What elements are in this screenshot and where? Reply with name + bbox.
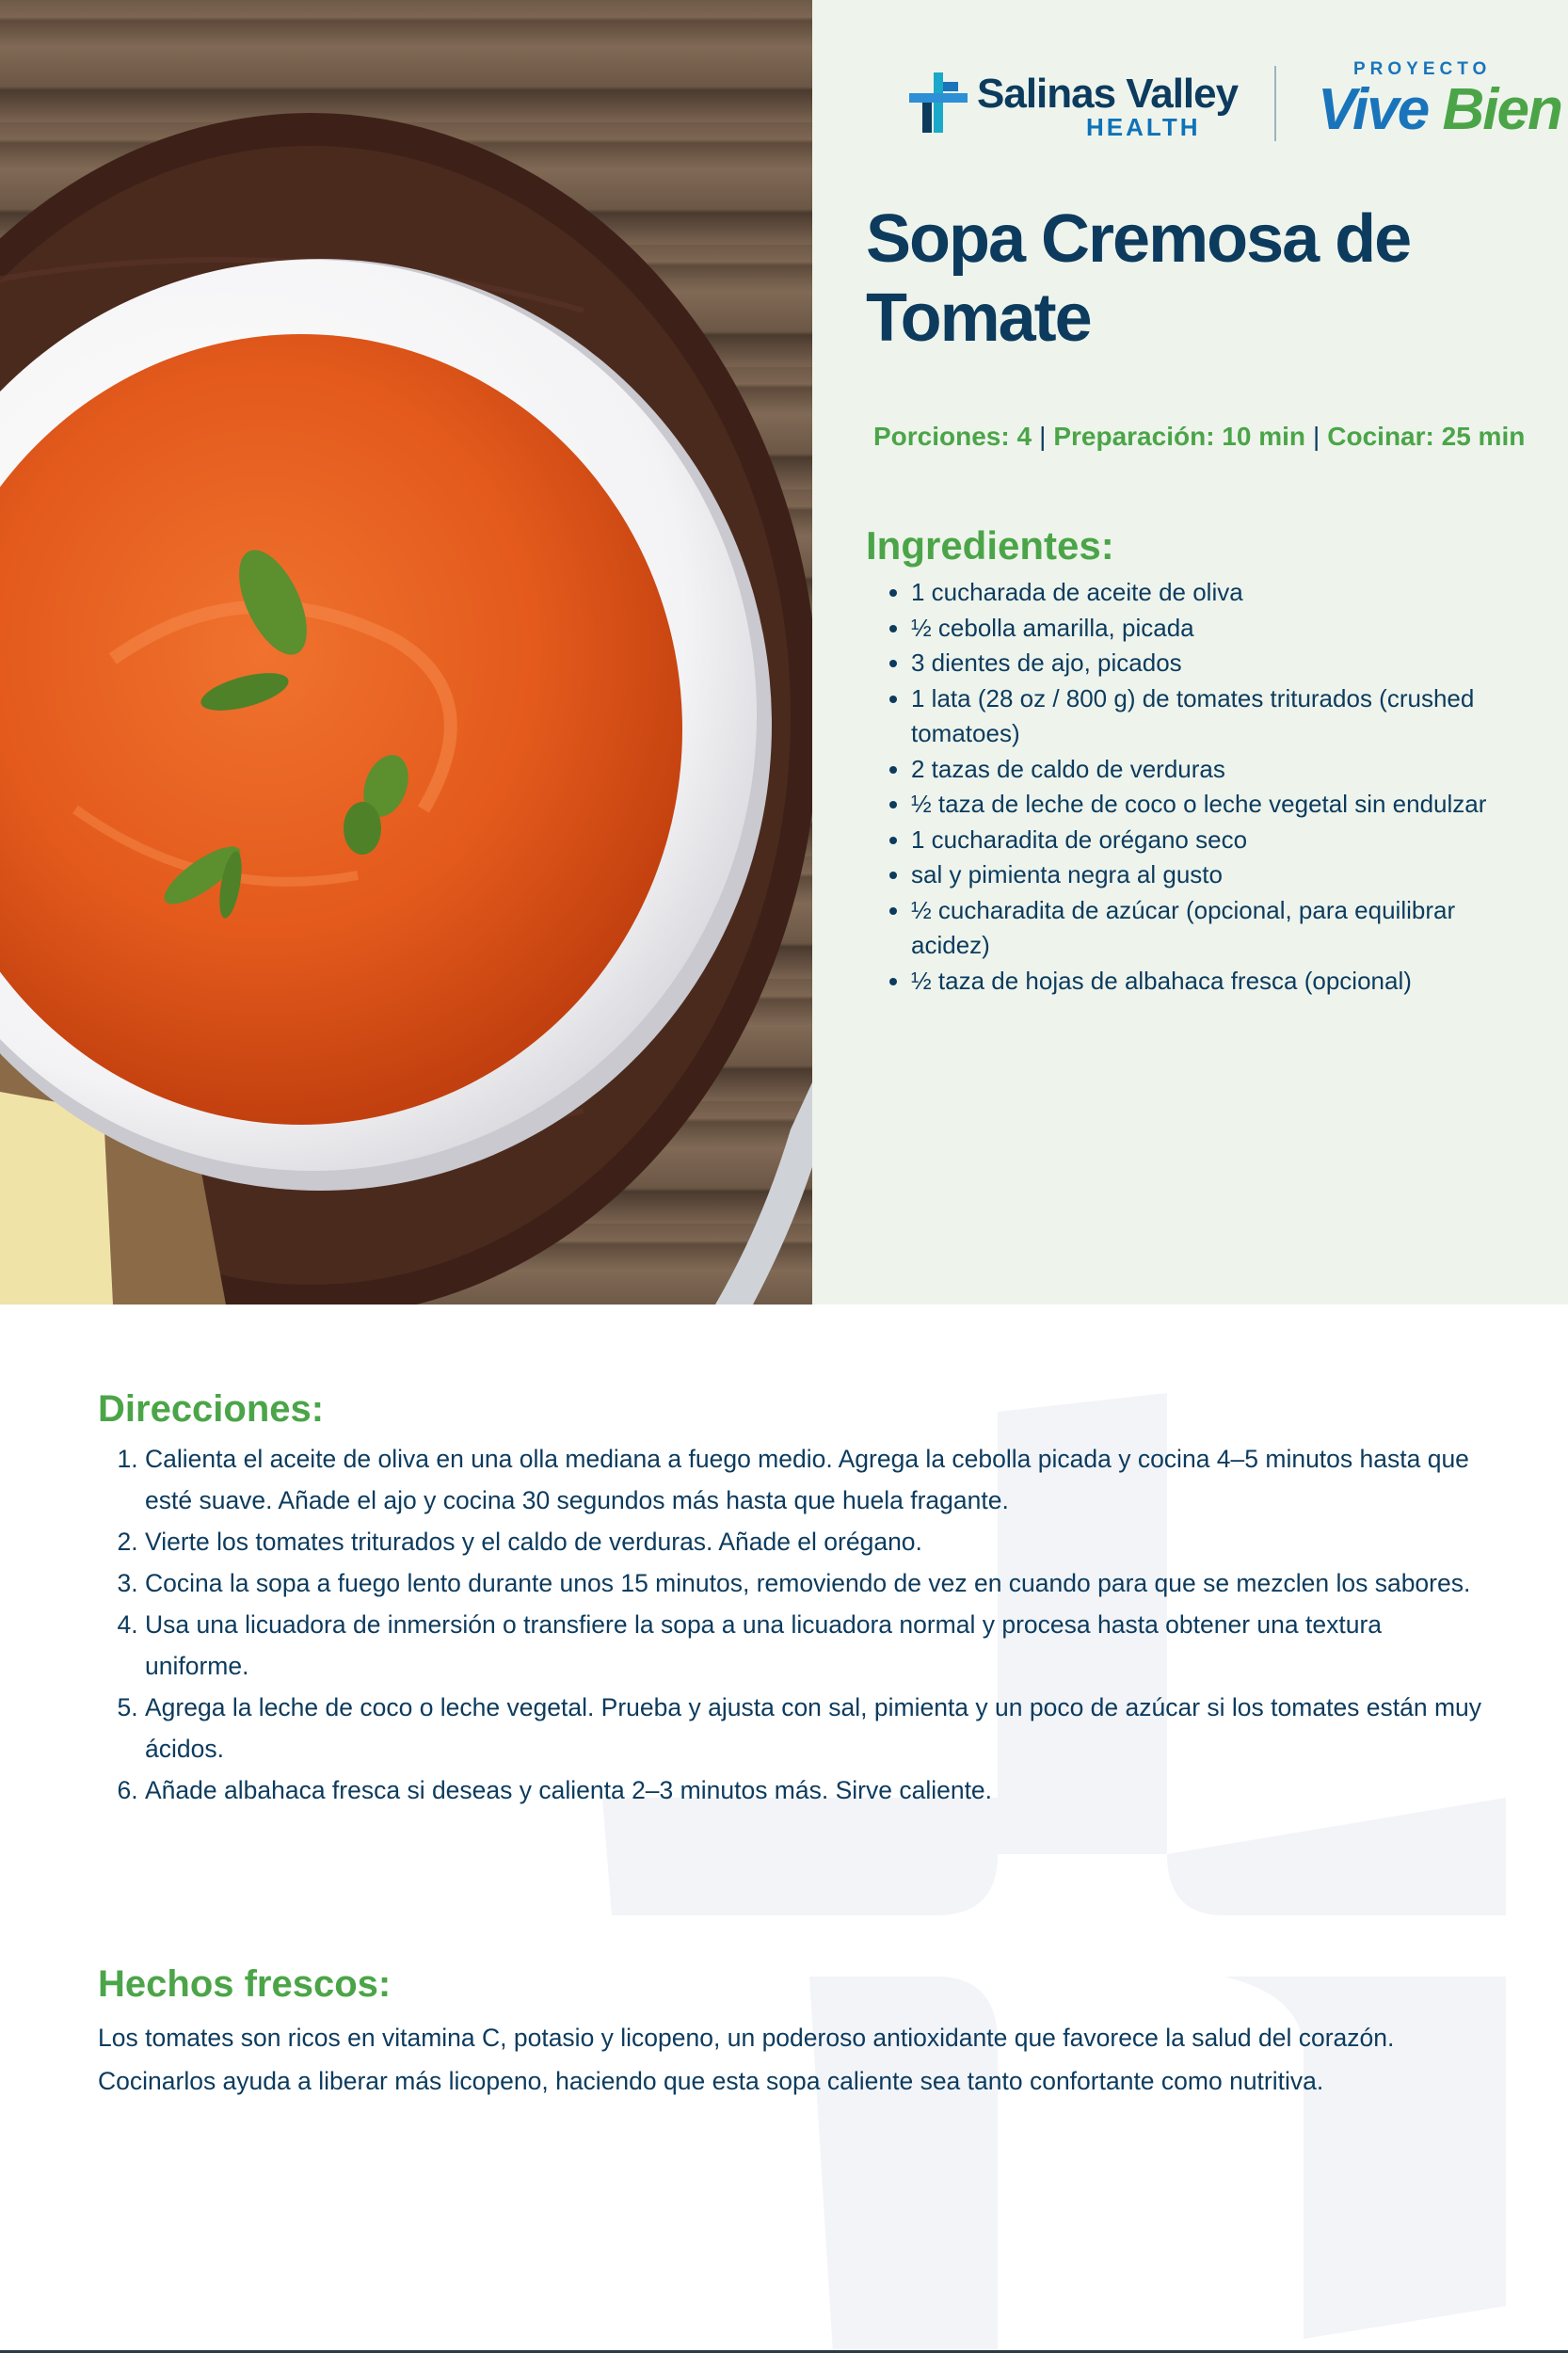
hospital-name: Salinas Valley [977,71,1239,117]
fresh-facts-heading: Hechos frescos: [98,1963,392,2005]
direction-step: 2. Vierte los tomates triturados y el caldo de verduras. Añade el orégano. [145,1521,1491,1562]
ingredient-item: • 2 tazas de caldo de verduras [911,752,1525,788]
program-word-vive: Vive [1318,77,1429,142]
program-name [1318,77,1561,142]
hospital-subtitle: HEALTH [1086,113,1201,141]
meta-separator: | [1313,422,1320,451]
ingredient-item: • ½ cebolla amarilla, picada [911,611,1525,647]
program-word-bien: Bien [1442,77,1561,142]
meta-separator: | [1039,422,1047,451]
recipe-meta [873,422,1525,452]
directions-heading: Direcciones: [98,1388,325,1430]
ingredient-item: • ½ taza de hojas de albahaca fresca (opcional) [911,964,1525,1000]
salinas-valley-health-logo [909,70,1239,145]
ingredient-item: • sal y pimienta negra al gusto [911,857,1525,893]
fresh-facts-text: Los tomates son ricos en vitamina C, potasio y licopeno, un poderoso antioxidante que favorece la salud del corazón. Cocinarlos ayuda a liberar más licopeno, haciendo que esta sopa caliente sea tanto confortante como nutritiva. [98,2024,1395,2095]
ingredients-heading: Ingredientes: [866,523,1114,568]
soup-photo [0,0,812,1305]
health-cross-icon [909,72,968,133]
direction-step: 1. Calienta el aceite de oliva en una olla mediana a fuego medio. Agrega la cebolla picada y cocina 4–5 minutos hasta que esté suave. Añade el ajo y cocina 30 segundos más hasta que huela fragante. [145,1438,1491,1521]
cook-time-info: Cocinar: 25 min [1327,422,1526,451]
ingredient-item: • 1 cucharadita de orégano seco [911,823,1525,858]
direction-step: 3. Cocina la sopa a fuego lento durante unos 15 minutos, removiendo de vez en cuando para que se mezclen los sabores. [145,1562,1491,1604]
direction-step: 6. Añade albahaca fresca si deseas y calienta 2–3 minutos más. Sirve caliente. [145,1769,1491,1811]
ingredient-item: • 1 cucharada de aceite de oliva [911,575,1525,611]
soup-bowl-illustration [0,0,812,1305]
ingredient-item: • 3 dientes de ajo, picados [911,646,1525,681]
ingredients-list [866,575,1525,999]
direction-step: 4. Usa una licuadora de inmersión o transfiere la sopa a una licuadora normal y procesa hasta obtener una textura uniforme. [145,1604,1491,1687]
ingredient-item: • ½ cucharadita de azúcar (opcional, para equilibrar acidez) [911,893,1525,964]
logo-divider [1274,66,1276,141]
prep-time-info: Preparación: 10 min [1053,422,1305,451]
servings-info: Porciones: 4 [873,422,1032,451]
directions-list [98,1438,1491,1811]
ingredient-item: • ½ taza de leche de coco o leche vegetal sin endulzar [911,787,1525,823]
direction-step: 5. Agrega la leche de coco o leche vegetal. Prueba y ajusta con sal, pimienta y un poco de azúcar si los tomates están muy ácidos. [145,1687,1491,1769]
recipe-title: Sopa Cremosa de Tomate [866,201,1411,356]
vive-bien-logo [1318,58,1561,149]
program-label: PROYECTO [1353,59,1492,79]
ingredient-item: • 1 lata (28 oz / 800 g) de tomates triturados (crushed tomatoes) [911,681,1525,752]
